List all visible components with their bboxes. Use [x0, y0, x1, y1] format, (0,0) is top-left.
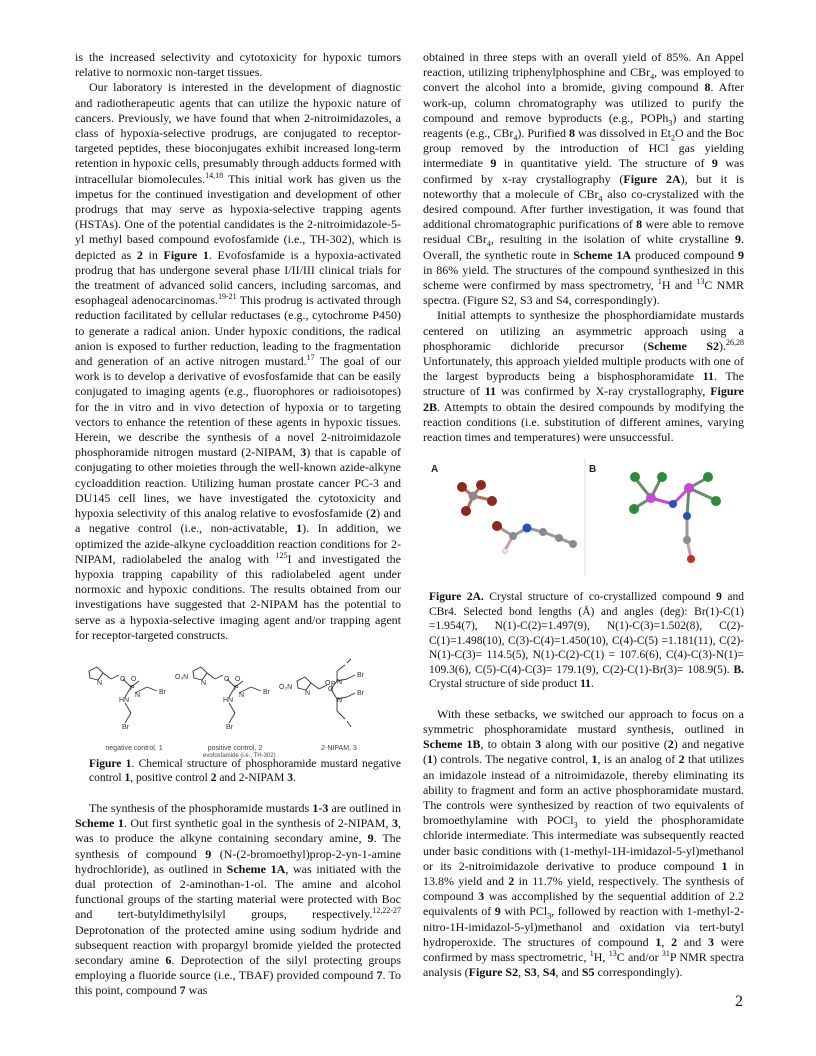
- paragraph: is the increased selectivity and cytotoxicity for hypoxic tumors relative to normoxic non-target tissues.: [75, 50, 401, 80]
- left-column: [75, 50, 401, 999]
- svg-text:O₂N: O₂N: [279, 683, 293, 691]
- figure-2-caption: Figure 2A. Crystal structure of co-crystallized compound 9 and CBr4. Selected bond lengths (Å) and angles (deg): Br(1)-C(1) =1.954(7), N(1)-C(2)=1.497(9), N(1)-C(3)=1.502(8), C(2)-C(1)=1.498(10), C(3)-C(4)=1.450(10), C(4)-C(5) =1.181(11), C(2)-N(1)-C(3)= 114.5(5), N(1)-C(2)-C(1) = 107.6(6), C(4)-C(3)-N(1)= 109.3(6), C(5)-C(4)-C(3)= 179.1(9), C(2)-C(1)-Br(3)= 108.9(5). B. Crystal structure of side product 11.: [429, 591, 745, 691]
- svg-text:O: O: [328, 685, 334, 693]
- svg-text:Br: Br: [226, 723, 233, 731]
- svg-text:O: O: [224, 675, 230, 683]
- svg-text:Br: Br: [263, 688, 270, 696]
- svg-text:N: N: [97, 679, 103, 687]
- page-number: 2: [735, 993, 743, 1010]
- svg-text:N: N: [135, 691, 141, 699]
- panel-label-a: A: [431, 464, 439, 476]
- svg-text:Br: Br: [357, 689, 364, 697]
- svg-text:Br: Br: [357, 671, 364, 679]
- chemical-structures-svg: [75, 657, 401, 741]
- paragraph: The synthesis of the phosphoramide mustards 1-3 are outlined in Scheme 1. Out first synthetic goal in the synthesis of 2-NIPAM, 3, was to produce the alkyne containing secondary amine, 9. The synthesis of compound 9 (N-(2-bromoethyl)prop-2-yn-1-amine hydrochloride), as outlined in Scheme 1A, was initiated with the dual protection of 2-aminothan-1-ol. The amine and alcohol functional groups of the starting material were protected with Boc and tert-butyldimethylsilyl groups, respectively.$^{12,22-27}$ Deprotonation of the protected amine using sodium hydride and subsequent reaction with propargyl bromide yielded the protected secondary amine 6. Deprotection of the silyl protecting groups employing a fluoride source (i.e., TBAF) provided compound 7. To this point, compound 7 was: [75, 800, 402, 998]
- svg-text:N: N: [201, 679, 207, 687]
- paragraph: Initial attempts to synthesize the phosphordiamidate mustards centered on utilizing an asymmetric approach using a phosphoramic dichloride precursor (Scheme S2).$^{26,28}$ Unfortunately, this approach yielded multiple products with one of the largest byproducts being a bisphosphoramidate 11. The structure of 11 was confirmed by X-ray crystallography, Figure 2B. Attempts to obtain the desired compounds by modifying the reaction conditions (i.e. substitution of different amines, varying reaction times and temperatures) were unsuccessful.: [423, 308, 744, 445]
- svg-text:HN: HN: [119, 696, 130, 704]
- label-evofosfamide: evofosfamide (i.e., TH-302): [203, 752, 276, 759]
- paragraph: obtained in three steps with an overall yield of 85%. An Appel reaction, utilizing triphenylphosphine and CBr$_4$, was employed to convert the alcohol into a bromide, giving compound 8. After work-up, column chromatography was utilized to purify the compound and remove byproducts (e.g., POPh$_3$) and starting reagents (e.g., CBr$_4$). Purified 8 was dissolved in $Et_2O$ and the Boc group removed by the introduction of HCl gas yielding intermediate 9 in quantitative yield. The structure of 9 was confirmed by x-ray crystallography (Figure 2A), but it is noteworthy that a molecule of CBr$_4$ also co-crystalized with the desired compound. After further investigation, it was found that additional chromatographic purifications of 8 were able to remove residual CBr$_4$, resulting in the isolation of white crystalline 9. Overall, the synthetic route in Scheme 1A produced compound 9 in 86% yield. The structures of the compound synthesized in this scheme were confirmed by mass spectrometry, $^1$H and $^{13}$C NMR spectra. (Figure S2, S3 and S4, correspondingly).: [423, 50, 745, 308]
- panel-label-b: B: [589, 464, 597, 476]
- svg-text:P: P: [331, 680, 336, 688]
- svg-text:HN: HN: [223, 696, 234, 704]
- svg-text:O: O: [131, 675, 137, 683]
- label-negative-control: negative control, 1: [105, 744, 163, 752]
- svg-text:O: O: [235, 675, 241, 683]
- svg-text:P: P: [130, 684, 135, 692]
- svg-text:N: N: [305, 689, 311, 697]
- svg-text:O: O: [325, 679, 331, 687]
- label-2-nipam: 2-NIPAM, 3: [321, 744, 357, 752]
- svg-text:N: N: [337, 696, 343, 704]
- svg-text:Br: Br: [159, 688, 166, 696]
- figure-1-structures: [75, 657, 401, 759]
- crystal-structure-svg: [425, 458, 745, 576]
- figure-2-crystal-structures: [425, 458, 745, 576]
- svg-text:N: N: [239, 691, 245, 699]
- paragraph: Our laboratory is interested in the development of diagnostic and radiotherapeutic agents that can utilize the hypoxic nature of cancers. Previously, we have found that when 2-nitroimidazoles, a class of hypoxia-selective prodrugs, are conjugated to receptor-targeted peptides, these bioconjugates exhibit increased long-term retention in hypoxic cells, presumably through adducts formed with intracellular biomolecules.$^{14,18}$ This initial work has given us the impetus for the continued investigation and development of other prodrugs that may serve as hypoxia-selective trapping agents (HSTAs). One of the potential candidates is the 2-nitroimidazole-5-yl methyl based compound evofosfamide (i.e., TH-302), which is depicted as 2 in Figure 1. Evofosfamide is a hypoxia-activated prodrug that has undergone several phase I/II/III clinical trials for the treatment of advanced solid cancers, including sarcomas, and esophageal adenocarcinomas.$^{19-21}$ This prodrug is activated through reduction facilitated by cellular reductases (e.g., cytochrome P450) to generate a radical anion. Under hypoxic conditions, the radical anion is exposed to further reduction, leading to the fragmentation and generation of an active nitrogen mustard.$^{17}$ The goal of our work is to develop a derivative of evosfosfamide that can be easily conjugated to imaging agents (e.g., fluorophores or radioisotopes) for the in vitro and in vivo detection of hypoxia or to targeting vectors to enhance the retention of these agents in hypoxic tissues. Herein, we describe the synthesis of a novel 2-nitroimidazole phosphoramide nitrogen mustard (2-NIPAM, 3) that is capable of conjugating to other moieties through the well-known azide-alkyne cycloaddition reaction. Utilizing human prostate cancer PC-3 and DU145 cell lines, we have investigated the cytotoxicity and hypoxia selectivity of this analog relative to evosfosfamide (2) and a negative control (i.e., non-activatable, 1). In addition, we optimized the azide-alkyne cycloaddition reaction conditions for 2-NIPAM, radiolabeled the analog with $^{125}$I and investigated the hypoxia trapping capability of this radiolabeled agent under normoxic and hypoxic conditions. The results obtained from our investigations have suggested that 2-NIPAM has the potential to serve as a hypoxia-selective imaging agent and/or trapping agent for receptor-targeted constructs.: [75, 80, 402, 642]
- svg-text:Br: Br: [122, 723, 129, 731]
- svg-text:O₂N: O₂N: [175, 673, 189, 681]
- svg-text:N: N: [337, 678, 343, 686]
- right-column: [423, 50, 744, 980]
- paragraph: With these setbacks, we switched our approach to focus on a symmetric phosphoramidate mustard synthesis, outlined in Scheme 1B, to obtain 3 along with our positive (2) and negative (1) controls. The negative control, 1, is an analog of 2 that utilizes an imidazole instead of a nitroimidazole, thereby eliminating its ability to fragment and form an active phosphoramidate mustard. The controls were synthesized by reaction of two equivalents of bromoethylamine with POCl$_3$ to yield the phosphoramidate chloride intermediate. This intermediate was subsequently reacted under basic conditions with (1-methyl-1H-imidazol-5-yl)methanol or its 2-nitroimidazole derivative to produce compound 1 in 13.8% yield and 2 in 11.7% yield, respectively. The synthesis of compound 3 was accomplished by the sequential addition of 2.2 equivalents of 9 with PCl$_3$, followed by reaction with 1-methyl-2-nitro-1H-imidazol-5-yl)methanol and oxidation via tert-butyl hydroperoxide. The structures of compound 1, 2 and 3 were confirmed by mass spectrometric, $^1$H, $^{13}$C and/or $^{31}$P NMR spectra analysis (Figure S2, S3, S4, and S5 correspondingly).: [423, 706, 745, 980]
- figure-1-caption: Figure 1. Chemical structure of phosphoramide mustard negative control 1, positive control 2 and 2-NIPAM 3.: [89, 757, 401, 785]
- svg-text:O: O: [120, 675, 126, 683]
- svg-text:P: P: [234, 684, 239, 692]
- label-positive-control: positive control, 2: [207, 744, 263, 752]
